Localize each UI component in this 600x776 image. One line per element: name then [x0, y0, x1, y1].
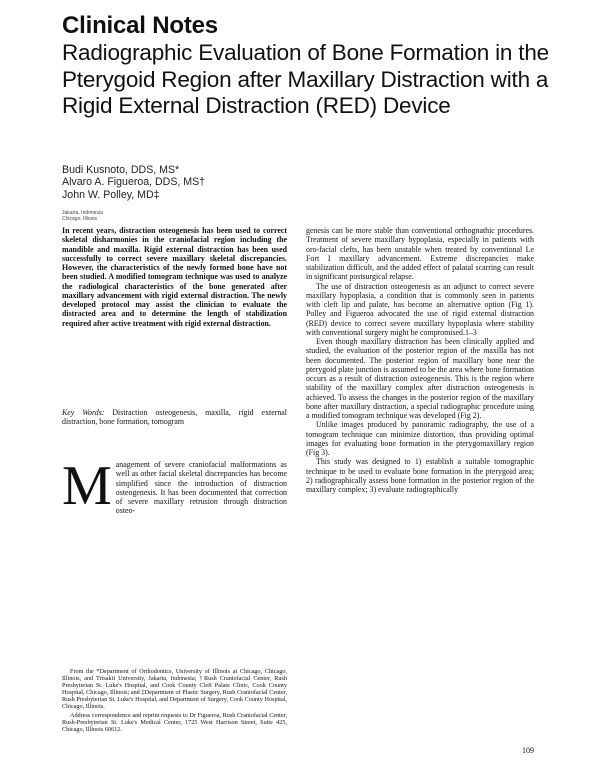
affiliation-footnote: [62, 668, 287, 734]
intro-paragraph: [62, 455, 287, 517]
keywords: [62, 408, 287, 427]
body-paragraph: Even though maxillary distraction has been clinically applied and studied, the evaluation of the posterior region of the maxilla has not been documented. The posterior region of maxillary bone near the pterygoid plate junction is assumed to be the area where bone formation occurs as a result of distraction osteogenesis. This is the region where stability of the maxillary complex after distraction osteogenesis is achieved. To assess the changes in the posterior region of the maxillary bone after maxillary distraction, a special radiographic procedure using a modified tomogram technique was developed (Fig 2).: [306, 337, 534, 420]
page-number: 109: [522, 746, 534, 755]
author: John W. Polley, MD‡: [62, 188, 160, 201]
footnote: From the *Department of Orthodontics, University of Illinois at Chicago, Chicago, Illinois, and Trisakti University, Jakarta, Indonesia; †Rush Craniofacial Center, Rush Presbyterian St. Luke's Hospital, and Cook County Cleft Palate Clinic, Cook County Hospital, Chicago, Illinois; and ‡Department of Plastic Surgery, Rush Craniofacial Center, Rush Presbyterian St. Luke's Hospital, and Department of Surgery, Cook County Hospital, Chicago, Illinois.: [62, 668, 287, 711]
author: Budi Kusnoto, DDS, MS*: [62, 164, 180, 176]
author: Alvaro A. Figueroa, DDS, MS†: [62, 176, 206, 189]
author-list: [62, 164, 362, 201]
right-column: [306, 226, 534, 494]
abstract: In recent years, distraction osteogenesis has been used to correct skeletal disharmonies in the craniofacial region including the mandible and maxilla. Rigid external distraction has been used successfully to correct severe maxillary skeletal discrepancies. However, the characteristics of the newly formed bone have not been studied. A modified tomogram technique was used to analyze the radiological characteristics of the bone generated after maxillary advancement with rigid external distraction. The newly developed protocol may assist the clinician to evaluate the distracted area and to determine the length of stabilization required after active treatment with rigid external distraction.: [62, 226, 287, 328]
body-paragraph: Unlike images produced by panoramic radiography, the use of a tomogram technique can minimize distortion, thus providing optimal images for evaluating bone formation in the pterygomaxillary region (Fig 3).: [306, 420, 534, 457]
intro-text: anagement of severe craniofacial malformations as well as other facial skeletal discrepancies has become simplified since the introduction of distraction osteogenesis. It has been documented that correction of severe maxillary retrusion through distraction osteo-: [115, 460, 287, 516]
drop-cap: M: [62, 455, 112, 517]
footnote: Address correspondence and reprint requests to Dr Figueroa, Rush Craniofacial Center, Rush-Presbyterian St. Luke's Medical Center, 1725 West Harrison Street, Suite 425, Chicago, Illinois 60612.: [62, 711, 287, 733]
keywords-label: Key Words:: [62, 408, 105, 417]
body-paragraph: The use of distraction osteogenesis as an adjunct to correct severe maxillary hypoplasia, a condition that is commonly seen in patients with cleft lip and palate, has become an alternative option (Fig 1). Polley and Figueroa advocated the use of rigid external distraction (RED) device to correct severe maxillary hypoplasia where stability with conventional surgery might be compromised.1–3: [306, 281, 534, 337]
body-paragraph: This study was designed to 1) establish a suitable tomographic technique to be used to evaluate bone formation in the pterygoid area; 2) radiographically assess bone formation in the posterior region of the maxillary complex; 3) evaluate radiographically: [306, 457, 534, 494]
section-heading: Clinical Notes: [62, 12, 218, 39]
article-title: Radiographic Evaluation of Bone Formation in the Pterygoid Region after Maxillary Distraction with a Rigid External Distraction (RED) Device: [62, 40, 549, 118]
location: Chicago, Illinois: [62, 216, 98, 222]
location: Jakarta, Indonesia: [62, 210, 103, 216]
keywords-text: Distraction osteogenesis, maxilla, rigid external distraction, bone formation, tomogram: [62, 408, 287, 427]
author-locations: [62, 210, 182, 222]
body-paragraph: genesis can be more stable than conventional orthognathic procedures. Treatment of severe maxillary hypoplasia, especially in patients with oro-facial clefts, has been unstable when treated by conventional Le Fort I maxillary advancement. Extreme discrepancies make stabilization difficult, and the added effect of palatal scarring can result in significant postsurgical relapse.: [306, 226, 534, 282]
